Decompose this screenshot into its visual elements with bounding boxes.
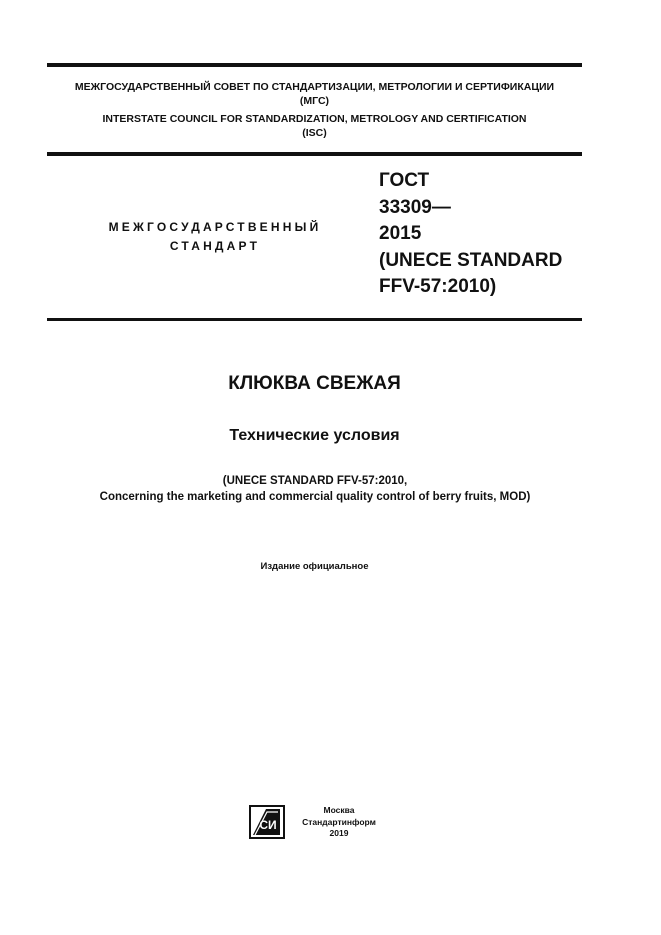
council-name-ru: [47, 80, 582, 108]
standard-type-line2: СТАНДАРТ: [169, 239, 261, 253]
publisher-info: [292, 805, 386, 840]
standard-code: [379, 168, 579, 301]
publisher-name: Стандартинформ: [302, 816, 376, 827]
standard-code-line5: FFV-57:2010): [379, 276, 497, 297]
document-reference: [30, 473, 600, 505]
council-ru-abbr: (МГС): [299, 95, 330, 107]
council-ru-text: МЕЖГОСУДАРСТВЕННЫЙ СОВЕТ ПО СТАНДАРТИЗАЦИИ, МЕТРОЛОГИИ И СЕРТИФИКАЦИИ: [74, 81, 555, 93]
logo-lettering: СИ: [259, 818, 277, 832]
council-name-en: [47, 112, 582, 140]
standard-code-line1: ГОСТ: [379, 170, 430, 191]
document-title: КЛЮКВА СВЕЖАЯ: [228, 373, 401, 394]
standartinform-logo-icon: [249, 805, 285, 839]
middle-rule: [47, 152, 582, 156]
edition-label: Издание официальное: [260, 561, 369, 572]
standard-code-line2: 33309—: [379, 196, 451, 218]
bottom-rule: [47, 318, 582, 321]
standard-type: [70, 218, 360, 256]
publisher-year: 2019: [329, 828, 349, 838]
publisher-city: Москва: [323, 805, 355, 815]
standard-code-line4: (UNECE STANDARD: [379, 249, 563, 271]
top-rule: [47, 63, 582, 67]
reference-line2: Concerning the marketing and commercial quality control of berry fruits, MOD): [99, 491, 531, 503]
document-subtitle: Технические условия: [229, 427, 400, 444]
standard-code-line3: 2015: [379, 223, 422, 244]
standard-type-line1: МЕЖГОСУДАРСТВЕННЫЙ: [108, 220, 322, 234]
reference-line1: (UNECE STANDARD FFV-57:2010,: [222, 475, 408, 487]
council-en-text: INTERSTATE COUNCIL FOR STANDARDIZATION, METROLOGY AND CERTIFICATION: [102, 113, 527, 125]
council-en-abbr: (ISC): [302, 127, 327, 139]
